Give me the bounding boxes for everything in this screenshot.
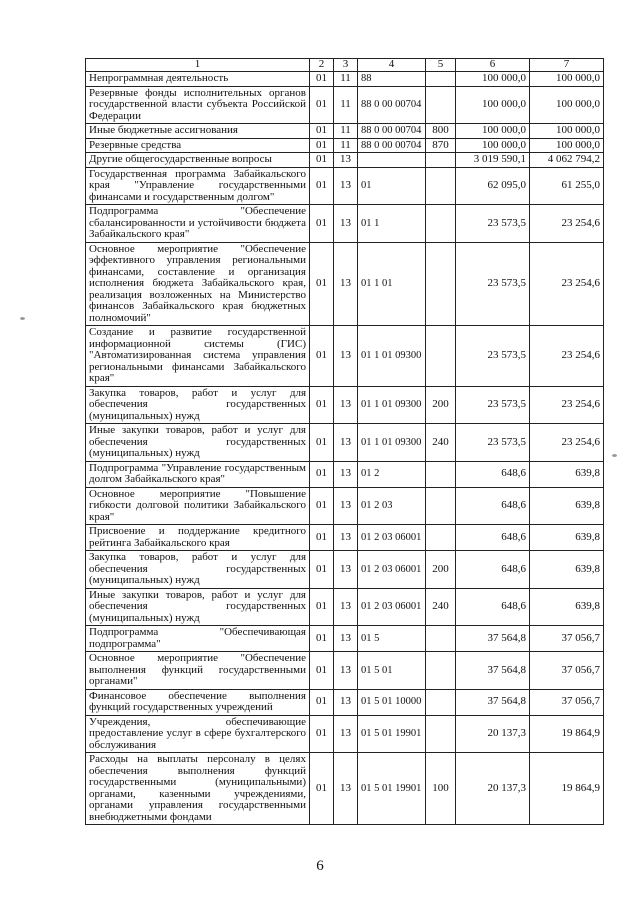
col-header-target-article: 4 (358, 59, 426, 72)
row-name: Создание и развитие государственной информационной системы (ГИС) "Автоматизированная система управления региональными финансами Забайкальского края" (86, 326, 310, 387)
row-amount-year1: 23 573,5 (456, 326, 530, 387)
row-expense-type (426, 205, 456, 243)
row-amount-year2: 19 864,9 (530, 715, 604, 753)
row-amount-year2: 37 056,7 (530, 626, 604, 652)
row-name: Иные закупки товаров, работ и услуг для обеспечения государственных (муниципальных) нужд (86, 424, 310, 462)
row-subsection: 13 (334, 424, 358, 462)
table-body (86, 72, 604, 825)
row-target-article: 01 1 01 09300 (358, 386, 426, 424)
row-name: Закупка товаров, работ и услуг для обеспечения государственных (муниципальных) нужд (86, 551, 310, 589)
row-amount-year1: 648,6 (456, 461, 530, 487)
table-row (86, 86, 604, 124)
row-name: Подпрограмма "Обеспечивающая подпрограмма" (86, 626, 310, 652)
table-row (86, 715, 604, 753)
row-target-article: 01 2 03 06001 (358, 588, 426, 626)
row-subsection: 11 (334, 72, 358, 87)
row-target-article: 01 1 01 (358, 242, 426, 326)
row-section: 01 (310, 167, 334, 205)
row-amount-year2: 37 056,7 (530, 652, 604, 690)
table-row (86, 138, 604, 153)
row-expense-type: 100 (426, 753, 456, 825)
row-expense-type (426, 242, 456, 326)
row-expense-type (426, 167, 456, 205)
row-subsection: 13 (334, 652, 358, 690)
row-section: 01 (310, 461, 334, 487)
row-expense-type (426, 626, 456, 652)
row-amount-year2: 23 254,6 (530, 424, 604, 462)
row-amount-year2: 100 000,0 (530, 72, 604, 87)
row-expense-type: 800 (426, 124, 456, 139)
row-name: Основное мероприятие "Обеспечение выполнения функций государственными органами" (86, 652, 310, 690)
row-amount-year1: 20 137,3 (456, 753, 530, 825)
row-name: Финансовое обеспечение выполнения функций государственных учреждений (86, 689, 310, 715)
table-row (86, 167, 604, 205)
table-row (86, 326, 604, 387)
row-section: 01 (310, 205, 334, 243)
row-name: Подпрограмма "Обеспечение сбалансированности и устойчивости бюджета Забайкальского края" (86, 205, 310, 243)
row-target-article: 01 5 01 10000 (358, 689, 426, 715)
table-row (86, 124, 604, 139)
row-amount-year1: 648,6 (456, 588, 530, 626)
row-target-article: 01 2 03 06001 (358, 551, 426, 589)
row-section: 01 (310, 689, 334, 715)
budget-table (85, 58, 604, 825)
row-amount-year1: 100 000,0 (456, 138, 530, 153)
row-amount-year2: 100 000,0 (530, 124, 604, 139)
row-amount-year1: 20 137,3 (456, 715, 530, 753)
table-row (86, 689, 604, 715)
row-section: 01 (310, 72, 334, 87)
col-header-subsection: 3 (334, 59, 358, 72)
row-name: Непрограммная деятельность (86, 72, 310, 87)
row-target-article: 01 5 (358, 626, 426, 652)
row-section: 01 (310, 588, 334, 626)
row-subsection: 13 (334, 326, 358, 387)
row-name: Расходы на выплаты персоналу в целях обеспечения выполнения функций государственными (муниципальными) органами, казенными учреждениями, органами управления государственными внебюджетными фондами (86, 753, 310, 825)
header-row (86, 59, 604, 72)
row-subsection: 13 (334, 525, 358, 551)
scan-speck (20, 317, 25, 320)
row-name: Другие общегосударственные вопросы (86, 153, 310, 168)
row-subsection: 13 (334, 242, 358, 326)
row-subsection: 13 (334, 461, 358, 487)
row-amount-year2: 23 254,6 (530, 242, 604, 326)
table-row (86, 487, 604, 525)
row-amount-year2: 23 254,6 (530, 386, 604, 424)
row-target-article: 01 2 03 06001 (358, 525, 426, 551)
table-row (86, 588, 604, 626)
table-row (86, 551, 604, 589)
row-section: 01 (310, 525, 334, 551)
col-header-expense-type: 5 (426, 59, 456, 72)
row-expense-type (426, 153, 456, 168)
row-section: 01 (310, 153, 334, 168)
row-expense-type: 870 (426, 138, 456, 153)
row-expense-type (426, 86, 456, 124)
row-expense-type: 200 (426, 386, 456, 424)
row-amount-year1: 37 564,8 (456, 689, 530, 715)
table-row (86, 386, 604, 424)
row-target-article: 88 0 00 00704 (358, 124, 426, 139)
row-subsection: 11 (334, 138, 358, 153)
row-section: 01 (310, 551, 334, 589)
row-amount-year1: 648,6 (456, 525, 530, 551)
row-amount-year2: 61 255,0 (530, 167, 604, 205)
col-header-amount-year2: 7 (530, 59, 604, 72)
row-amount-year2: 639,8 (530, 551, 604, 589)
row-expense-type (426, 72, 456, 87)
row-section: 01 (310, 138, 334, 153)
row-name: Подпрограмма "Управление государственным долгом Забайкальского края" (86, 461, 310, 487)
row-target-article: 01 (358, 167, 426, 205)
table-row (86, 652, 604, 690)
row-amount-year1: 3 019 590,1 (456, 153, 530, 168)
row-subsection: 13 (334, 689, 358, 715)
row-expense-type: 200 (426, 551, 456, 589)
row-target-article: 01 2 03 (358, 487, 426, 525)
row-expense-type (426, 652, 456, 690)
row-amount-year2: 100 000,0 (530, 86, 604, 124)
row-subsection: 13 (334, 167, 358, 205)
row-subsection: 13 (334, 386, 358, 424)
row-amount-year2: 639,8 (530, 461, 604, 487)
row-subsection: 13 (334, 753, 358, 825)
row-amount-year1: 37 564,8 (456, 652, 530, 690)
row-name: Резервные фонды исполнительных органов государственной власти субъекта Российской Федерации (86, 86, 310, 124)
row-amount-year1: 23 573,5 (456, 424, 530, 462)
row-section: 01 (310, 715, 334, 753)
row-amount-year1: 62 095,0 (456, 167, 530, 205)
row-amount-year2: 37 056,7 (530, 689, 604, 715)
row-subsection: 13 (334, 588, 358, 626)
col-header-amount-year1: 6 (456, 59, 530, 72)
row-target-article: 01 1 01 09300 (358, 326, 426, 387)
row-section: 01 (310, 124, 334, 139)
table-row (86, 242, 604, 326)
row-amount-year2: 23 254,6 (530, 326, 604, 387)
row-name: Учреждения, обеспечивающие предоставление услуг в сфере бухгалтерского обслуживания (86, 715, 310, 753)
row-target-article: 88 0 00 00704 (358, 138, 426, 153)
row-target-article: 01 1 (358, 205, 426, 243)
row-amount-year1: 100 000,0 (456, 72, 530, 87)
row-target-article: 88 (358, 72, 426, 87)
row-name: Резервные средства (86, 138, 310, 153)
row-target-article: 88 0 00 00704 (358, 86, 426, 124)
table-row (86, 424, 604, 462)
page-number: 6 (316, 858, 324, 874)
row-amount-year1: 648,6 (456, 551, 530, 589)
table-row (86, 461, 604, 487)
table-row (86, 753, 604, 825)
row-amount-year1: 23 573,5 (456, 205, 530, 243)
row-name: Государственная программа Забайкальского края "Управление государственными финансами и государственным долгом" (86, 167, 310, 205)
row-section: 01 (310, 386, 334, 424)
row-amount-year2: 639,8 (530, 487, 604, 525)
row-name: Иные закупки товаров, работ и услуг для обеспечения государственных (муниципальных) нужд (86, 588, 310, 626)
row-subsection: 13 (334, 153, 358, 168)
row-amount-year1: 100 000,0 (456, 124, 530, 139)
row-expense-type (426, 689, 456, 715)
row-amount-year2: 639,8 (530, 525, 604, 551)
row-name: Закупка товаров, работ и услуг для обеспечения государственных (муниципальных) нужд (86, 386, 310, 424)
row-amount-year1: 648,6 (456, 487, 530, 525)
row-expense-type: 240 (426, 424, 456, 462)
table-row (86, 153, 604, 168)
table-row (86, 72, 604, 87)
row-amount-year2: 4 062 794,2 (530, 153, 604, 168)
row-subsection: 13 (334, 551, 358, 589)
row-subsection: 13 (334, 626, 358, 652)
row-amount-year2: 639,8 (530, 588, 604, 626)
row-target-article: 01 5 01 (358, 652, 426, 690)
row-section: 01 (310, 424, 334, 462)
scan-speck (612, 454, 617, 457)
row-name: Основное мероприятие "Обеспечение эффективного управления региональными финансами, составление и организация исполнения бюджета Забайкальского края, реализация возложенных на Министерство финансов Забайкальского края бюджетных полномочий" (86, 242, 310, 326)
row-target-article: 01 5 01 19901 (358, 753, 426, 825)
row-section: 01 (310, 753, 334, 825)
row-expense-type (426, 487, 456, 525)
row-name: Присвоение и поддержание кредитного рейтинга Забайкальского края (86, 525, 310, 551)
row-expense-type (426, 525, 456, 551)
row-expense-type (426, 715, 456, 753)
row-section: 01 (310, 86, 334, 124)
row-target-article (358, 153, 426, 168)
row-subsection: 13 (334, 205, 358, 243)
row-section: 01 (310, 326, 334, 387)
row-subsection: 11 (334, 86, 358, 124)
row-amount-year2: 19 864,9 (530, 753, 604, 825)
row-subsection: 13 (334, 715, 358, 753)
row-amount-year2: 23 254,6 (530, 205, 604, 243)
row-name: Иные бюджетные ассигнования (86, 124, 310, 139)
table-row (86, 205, 604, 243)
row-name: Основное мероприятие "Повышение гибкости долговой политики Забайкальского края" (86, 487, 310, 525)
col-header-name: 1 (86, 59, 310, 72)
row-target-article: 01 2 (358, 461, 426, 487)
col-header-section: 2 (310, 59, 334, 72)
row-expense-type (426, 326, 456, 387)
row-expense-type (426, 461, 456, 487)
row-amount-year1: 100 000,0 (456, 86, 530, 124)
table-row (86, 626, 604, 652)
row-section: 01 (310, 652, 334, 690)
row-subsection: 13 (334, 487, 358, 525)
row-amount-year2: 100 000,0 (530, 138, 604, 153)
row-amount-year1: 23 573,5 (456, 386, 530, 424)
row-section: 01 (310, 487, 334, 525)
row-target-article: 01 1 01 09300 (358, 424, 426, 462)
row-amount-year1: 23 573,5 (456, 242, 530, 326)
row-target-article: 01 5 01 19901 (358, 715, 426, 753)
row-expense-type: 240 (426, 588, 456, 626)
row-section: 01 (310, 626, 334, 652)
row-amount-year1: 37 564,8 (456, 626, 530, 652)
row-subsection: 11 (334, 124, 358, 139)
table-row (86, 525, 604, 551)
row-section: 01 (310, 242, 334, 326)
